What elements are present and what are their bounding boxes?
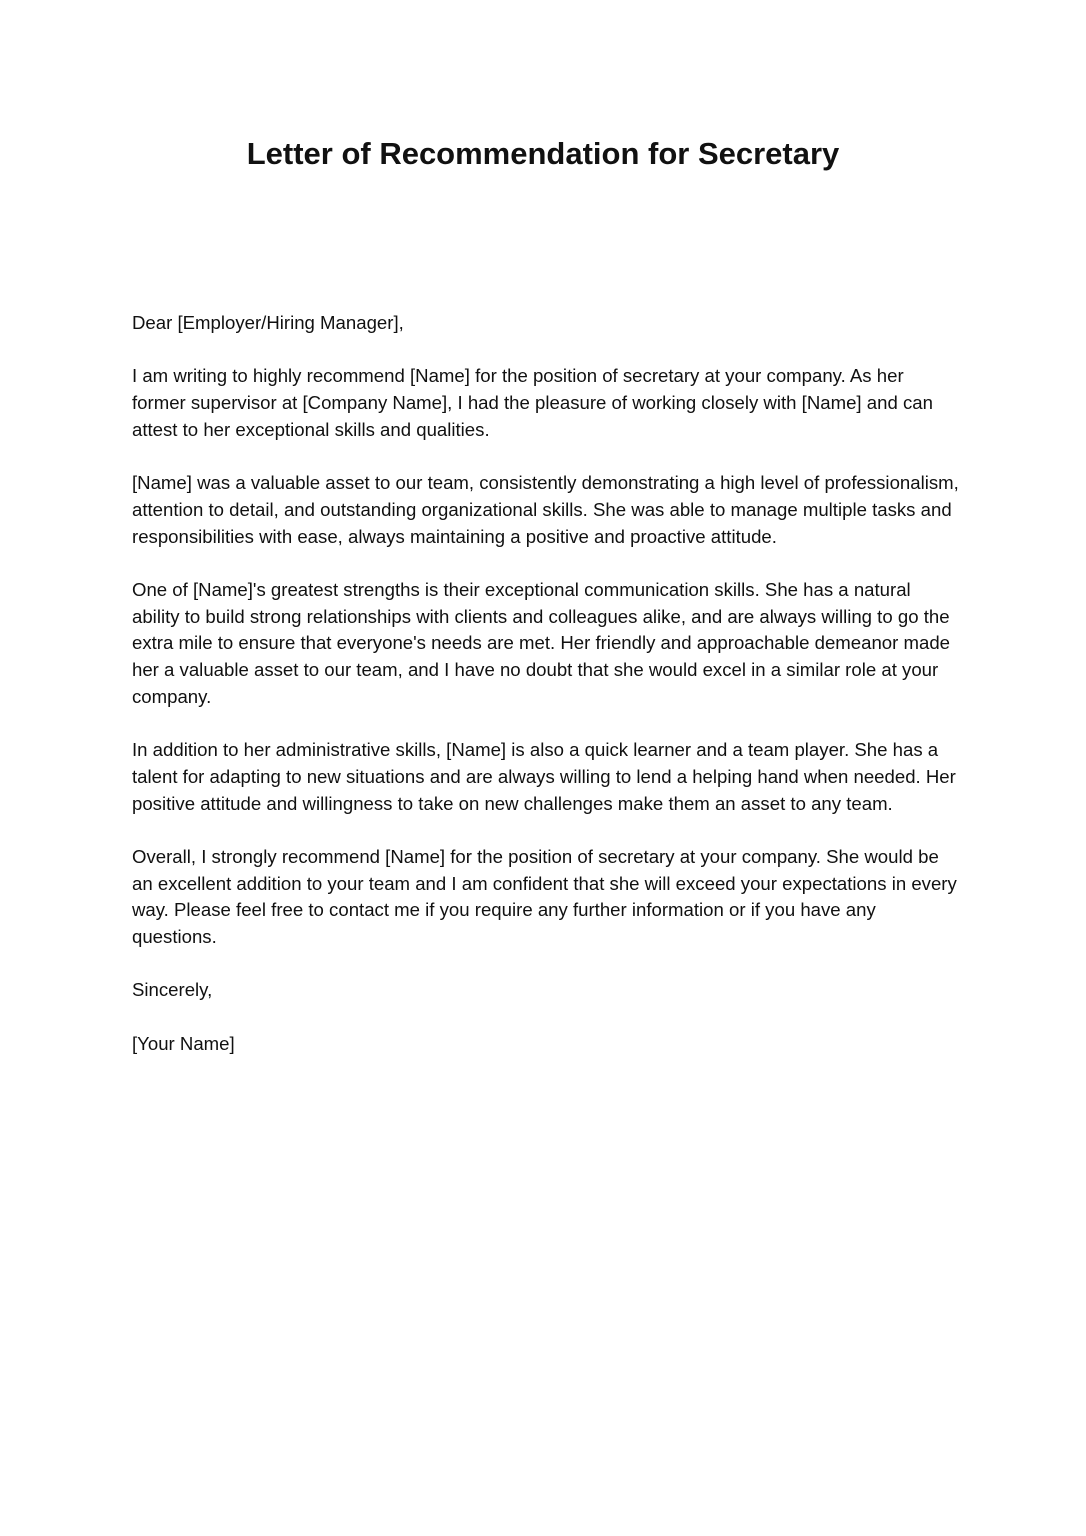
paragraph-intro: I am writing to highly recommend [Name] for the position of secretary at your company. As her former supervisor at [Company Name], I had the pleasure of working closely with [Name] and can attest to her exceptional skills and qualities. — [132, 365, 933, 440]
paragraph-overall: Overall, I strongly recommend [Name] for the position of secretary at your company. She would be an excellent addition to your team and I am confident that she will exceed your expectations in every way. Please feel free to contact me if you require any further information or if you have any questions. — [132, 845, 957, 948]
salutation: Dear [Employer/Hiring Manager], — [132, 312, 404, 333]
signature: [Your Name] — [132, 1032, 235, 1054]
paragraph-communication: One of [Name]'s greatest strengths is their exceptional communication skills. She has a natural ability to build strong relationships with clients and colleagues alike, and are always willing to go the extra mile to ensure that everyone's needs are met. Her friendly and approachable demeanor made her a valuable asset to our team, and I have no doubt that she would excel in a similar role at your company. — [132, 578, 951, 707]
closing: Sincerely, — [132, 979, 213, 1001]
letter-title: Letter of Recommendation for Secretary — [246, 136, 840, 171]
letter-body — [132, 310, 962, 1084]
paragraph-asset: [Name] was a valuable asset to our team, consistently demonstrating a high level of professionalism, attention to detail, and outstanding organizational skills. She was able to manage multiple tasks and responsibilities with ease, always maintaining a positive and proactive attitude. — [132, 472, 959, 547]
paragraph-administrative: In addition to her administrative skills, [Name] is also a quick learner and a team player. She has a talent for adapting to new situations and are always willing to lend a helping hand when needed. Her positive attitude and willingness to take on new challenges make them an asset to any team. — [132, 739, 956, 814]
